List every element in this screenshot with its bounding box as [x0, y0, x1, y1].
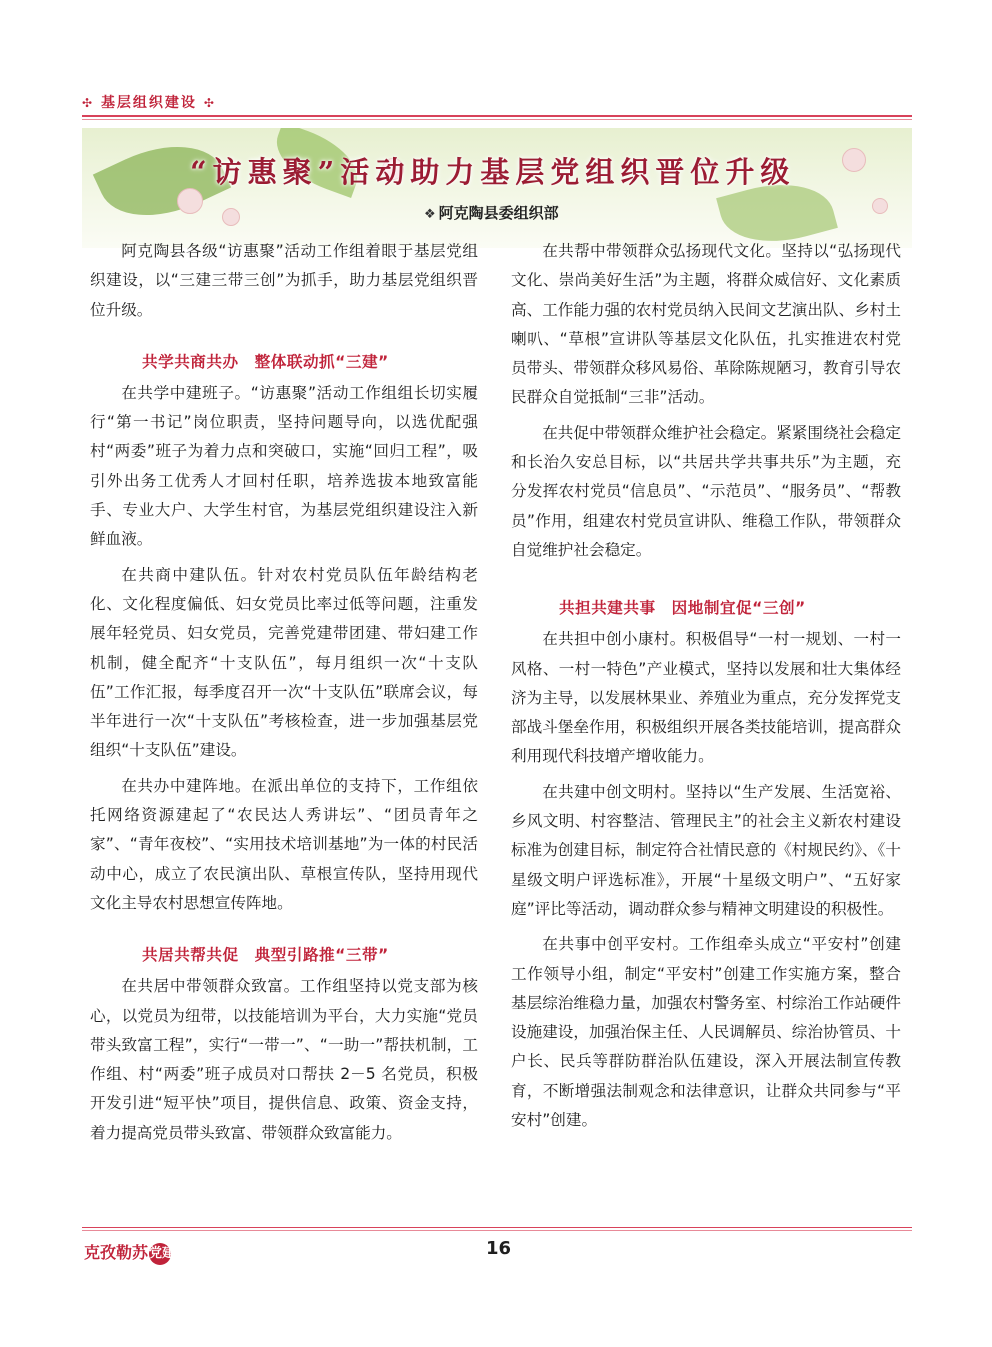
section-heading: 共担共建共事 因地制宜促“三创” — [559, 599, 806, 618]
right-column — [511, 237, 901, 1141]
body-paragraph: 在共建中创文明村。坚持以“生产发展、生活宽裕、乡风文明、村容整洁、管理民主”的社会主义新农村建设标准为创建目标，制定符合社情民意的《村规民约》、《十星级文明户评选标准》，开展“十星级文明户”、“五好家庭”评比等活动，调动群众参与精神文明建设的积极性。 — [511, 782, 901, 918]
section-heading: 共居共帮共促 典型引路推“三带” — [142, 946, 389, 965]
section-header — [82, 92, 912, 114]
author-byline — [424, 202, 559, 223]
body-paragraph: 在共商中建队伍。针对农村党员队伍年龄结构老化、文化程度偏低、妇女党员比率过低等问题，注重发展年轻党员、妇女党员，完善党建带团建、带妇建工作机制，健全配齐“十支队伍”，每月组织一次“十支队伍”工作汇报，每季度召开一次“十支队伍”联席会议，每半年进行一次“十支队伍”考核检查，进一步加强基层党组织“十支队伍”建设。 — [90, 565, 478, 760]
section-label: 基层组织建设 — [100, 95, 197, 111]
body-paragraph: 在共学中建班子。“访惠聚”活动工作组组长切实履行“第一书记”岗位职责，坚持问题导向，以选优配强村“两委”班子为着力点和突破口，实施“回归工程”，吸引外出务工优秀人才回村任职，培养选拔本地致富能手、专业大户、大学生村官，为基层党组织建设注入新鲜血液。 — [90, 383, 478, 549]
blossom-decoration — [177, 188, 203, 214]
blossom-decoration — [872, 198, 888, 214]
body-paragraph: 在共办中建阵地。在派出单位的支持下，工作组依托网络资源建起了“农民达人秀讲坛”、“团员青年之家”、“青年夜校”、“实用技术培训基地”为一体的村民活动中心，成立了农民演出队、草根宣传队，坚持用现代文化主导农村思想宣传阵地。 — [90, 776, 478, 912]
body-paragraph: 在共事中创平安村。工作组牵头成立“平安村”创建工作领导小组，制定“平安村”创建工作实施方案，整合基层综治维稳力量，加强农村警务室、村综治工作站硬件设施建设，加强治保主任、人民调解员、综治协管员、十户长、民兵等群防群治队伍建设，深入开展法制宣传教育，不断增强法制观念和法律意识，让群众共同参与“平安村”创建。 — [511, 935, 901, 1130]
magazine-logo — [84, 1240, 176, 1265]
author-name: 阿克陶县委组织部 — [438, 204, 559, 222]
left-column — [90, 237, 478, 1154]
header-divider-thin — [82, 119, 912, 120]
header-divider — [82, 115, 912, 117]
ornament-icon: ✣ — [82, 96, 95, 110]
magazine-name: 克孜勒苏 — [84, 1243, 149, 1262]
page-number: 16 — [486, 1238, 512, 1259]
footer-divider-thin — [82, 1230, 912, 1231]
intro-paragraph: 阿克陶县各级“访惠聚”活动工作组着眼于基层党组织建设，以“三建三带三创”为抓手，助力基层党组织晋位升级。 — [90, 242, 478, 319]
ornament-icon: ✣ — [203, 96, 216, 110]
body-paragraph: 在共担中创小康村。积极倡导“一村一规划、一村一风格、一村一特色”产业模式，坚持以发展和壮大集体经济为主导，以发展林果业、养殖业为重点，充分发挥党支部战斗堡垒作用，积极组织开展各类技能培训，提高群众利用现代科技增产增收能力。 — [511, 630, 901, 766]
section-heading: 共学共商共办 整体联动抓“三建” — [142, 352, 389, 371]
body-paragraph: 在共帮中带领群众弘扬现代文化。坚持以“弘扬现代文化、崇尚美好生活”为主题，将群众威信好、文化素质高、工作能力强的农村党员纳入民间文艺演出队、乡村土喇叭、“草根”宣讲队等基层文化队伍，扎实推进农村党员带头、带领群众移风易俗、革除陈规陋习，教育引导农民群众自觉抵制“三非”活动。 — [511, 242, 901, 407]
byline-icon: ❖ — [424, 207, 436, 222]
blossom-decoration — [222, 208, 240, 226]
logo-badge: 党建 — [149, 1243, 171, 1265]
body-paragraph: 在共居中带领群众致富。工作组坚持以党支部为核心，以党员为纽带，以技能培训为平台，大力实施“党员带头致富工程”，实行“一带一”、“一助一”帮扶机制，工作组、村“两委”班子成员对口帮扶 2－5 名党员，积极开发引进“短平快”项目，提供信息、政策、资金支持，着力提高党员带头致富、带领群众致富能力。 — [90, 977, 478, 1142]
body-paragraph: 在共促中带领群众维护社会稳定。紧紧围绕社会稳定和长治久安总目标，以“共居共学共事共乐”为主题，充分发挥农村党员“信息员”、“示范员”、“服务员”、“帮教员”作用，组建农村党员宣讲队、维稳工作队，带领群众自觉维护社会稳定。 — [511, 423, 901, 559]
footer-divider — [82, 1227, 912, 1228]
article-title: “访惠聚”活动助力基层党组织晋位升级 — [190, 155, 796, 189]
